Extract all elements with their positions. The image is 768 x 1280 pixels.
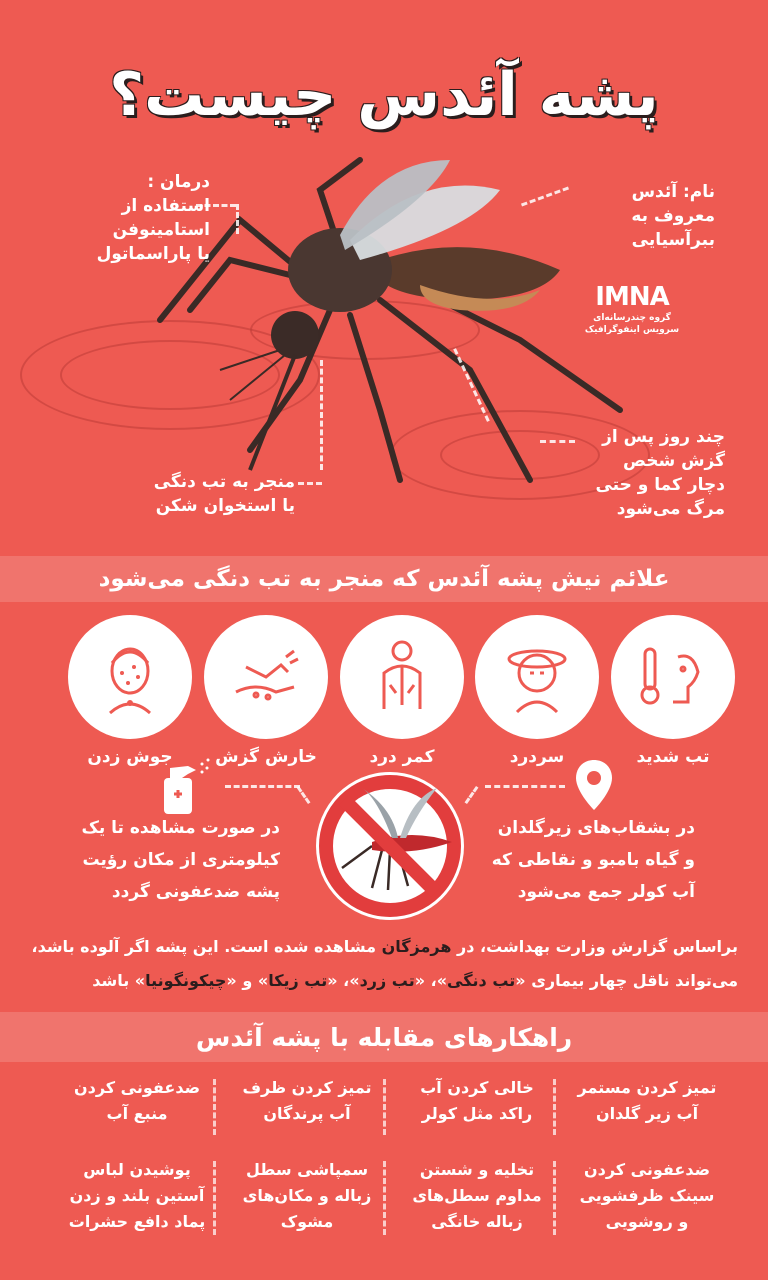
solutions-heading xyxy=(0,1012,768,1062)
solution-item: تخلیه و شستن مداوم سطل‌های زباله خانگی xyxy=(412,1160,542,1231)
solutions-grid xyxy=(0,1075,768,1275)
location-text: در بشقاب‌های زیرگلدان و گیاه بامبو و نقاطی که آب کولر جمع می‌شود xyxy=(491,818,695,902)
symptoms-heading-text: علائم نیش پشه آئدس که منجر به تب دنگی می‌شود xyxy=(98,566,670,592)
divider xyxy=(213,1079,216,1135)
solution-item: سمپاشی سطل زباله و مکان‌های مشوک xyxy=(242,1160,372,1231)
symptom-item xyxy=(467,615,607,767)
divider xyxy=(553,1079,556,1135)
headache-icon xyxy=(475,615,599,739)
page-title: پشه آئدس چیست؟ xyxy=(109,60,659,130)
report-part3: می‌تواند ناقل چهار بیماری « xyxy=(515,971,738,990)
pointer-line xyxy=(540,440,575,443)
symptom-label: سردرد xyxy=(509,747,565,767)
pointer-line xyxy=(236,204,239,234)
report-disease: تب دنگی xyxy=(447,971,516,990)
symptom-label: خارش گزش xyxy=(215,747,317,767)
report-sep: »، « xyxy=(327,971,360,990)
fever-thermometer-icon xyxy=(611,615,735,739)
symptom-item xyxy=(603,615,743,767)
back-pain-icon xyxy=(340,615,464,739)
solution-item: پوشیدن لباس آستین بلند و زدن پماد دافع حشرات xyxy=(68,1160,206,1231)
divider xyxy=(383,1079,386,1135)
pointer-line xyxy=(297,786,311,804)
pointer-line xyxy=(485,785,565,788)
report-part2: مشاهده شده است. این پشه اگر آلوده باشد، xyxy=(31,937,382,956)
pointer-line xyxy=(320,360,323,470)
report-part1: براساس گزارش وزارت بهداشت، در xyxy=(451,937,738,956)
solution-item: خالی کردن آب راکد مثل کولر xyxy=(420,1078,534,1123)
divider xyxy=(553,1161,556,1235)
health-report-text xyxy=(30,930,738,998)
symptom-item xyxy=(60,615,200,767)
location-pin-icon xyxy=(574,758,614,816)
solution-item: ضدعفونی کردن منبع آب xyxy=(73,1078,201,1123)
symptom-label: کمر درد xyxy=(369,747,435,767)
spray-bottle-icon xyxy=(152,756,212,820)
report-disease: تب زیکا xyxy=(268,971,328,990)
report-city: هرمزگان xyxy=(381,937,452,956)
symptom-label: تب شدید xyxy=(636,747,710,767)
death-note: چند روز پس از گزش شخص دچار کما و حتی مرگ می‌شود xyxy=(595,427,725,519)
solution-item: تمیز کردن ظرف آب پرندگان xyxy=(242,1078,372,1123)
report-part4: » باشد xyxy=(92,971,146,990)
treatment-note: درمان : استفاده از استامینوفن یا پاراسماتول xyxy=(96,172,210,264)
divider xyxy=(213,1161,216,1235)
imna-logo-subtitle: گروه چندرسانه‌ای سرویس اینفوگرافیک xyxy=(584,313,680,335)
symptom-item xyxy=(196,615,336,767)
pointer-line xyxy=(298,482,322,485)
imna-logo-text: IMNA xyxy=(595,282,669,312)
solutions-heading-text: راهکارهای مقابله با پشه آئدس xyxy=(195,1022,573,1052)
dengue-note: منجر به تب دنگی یا استخوان شکن xyxy=(153,472,295,516)
pointer-line xyxy=(225,785,300,788)
symptom-item xyxy=(332,615,472,767)
solution-item: ضدعفونی کردن سینک ظرفشویی و روشویی xyxy=(579,1160,715,1231)
action-text: در صورت مشاهده تا یک کیلومتری از مکان رؤیت پشه ضدعفونی گردد xyxy=(81,818,280,902)
imna-logo xyxy=(582,282,682,336)
divider xyxy=(383,1161,386,1235)
solution-item: تمیز کردن مستمر آب زیر گلدان xyxy=(577,1078,717,1123)
report-sep: »، « xyxy=(414,971,448,990)
rash-face-icon xyxy=(68,615,192,739)
symptoms-heading xyxy=(0,556,768,602)
report-sep: » و « xyxy=(226,971,269,990)
name-note: نام: آئدس معروف به ببرآسیایی xyxy=(631,182,715,250)
no-mosquito-icon xyxy=(312,768,468,928)
itchy-bite-icon xyxy=(204,615,328,739)
report-disease: چیکونگونیا xyxy=(145,971,227,990)
symptom-label: جوش زدن xyxy=(87,747,173,767)
pointer-line xyxy=(196,204,236,207)
symptoms-row xyxy=(0,615,768,767)
report-disease: تب زرد xyxy=(359,971,415,990)
